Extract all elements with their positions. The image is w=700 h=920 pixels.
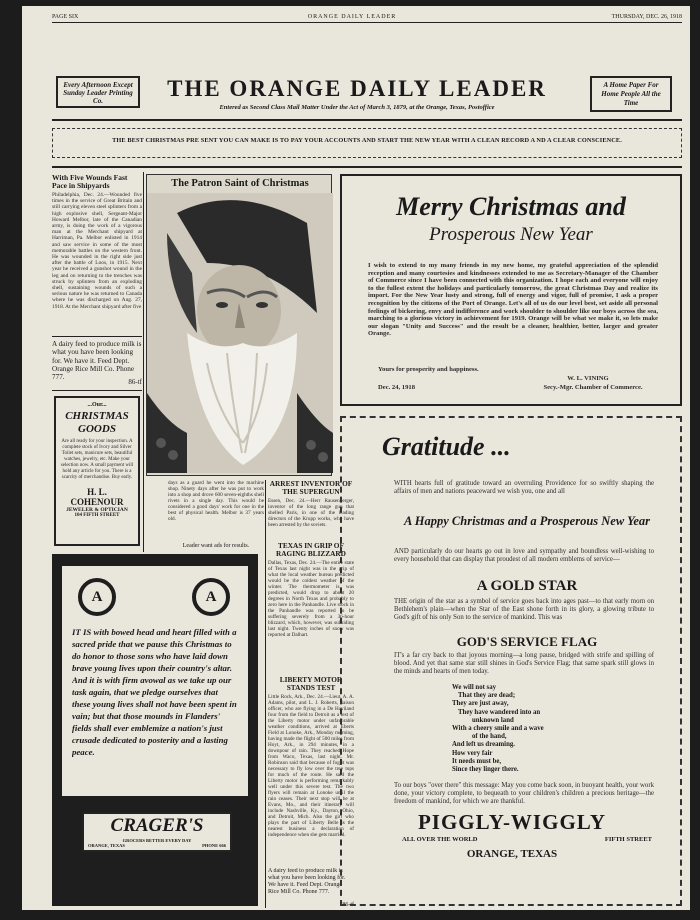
ear-right: A Home Paper For Home People All the Time	[590, 76, 672, 112]
memorial-ad	[52, 554, 258, 906]
merry-subtitle: Prosperous New Year	[429, 224, 593, 245]
merry-christmas-ad: Merry Christmas and Prosperous New Year I wish to extend to my many friends in my new home, my grateful appreciation of the splendid reception and many courtesies and kindnesses extended to me as Secretary-Manager of the Chamber of Commerce since I have been connected with this organization. I hope each and everyone will enjoy to the fullest extent the holidays and particularly tomorrow, the great Christmas Day and realize its import. For the New Year lusty and strong, full of energy and vigor, full of promise, I ask a proper recognition by the citizens of the Port of Orange. Let's all of us do our level best, set aside all personal feelings of bickering, envy and indifference and work shoulder to shoulder like our boys across the sea, marching to a glorious victory in achievement for 1919. Orange will be what we make it, so lets make our slogan "Unity and Success" and the result be a cleaner, healthier, better, larger and greater Orange. Yours for prosperity and happiness. W. L. VINING Dec. 24, 1918 Secy.-Mgr. Chamber of Commerce.	[340, 174, 682, 406]
wreath-icon-right: A	[192, 578, 230, 616]
rice-mill-ad-2: A dairy feed to produce milk is what you have been looking for. We have it. Feed Dept. Orange Rice Mill Co. Phone 777. 86-tf	[268, 868, 354, 908]
christmas-goods-ad: ...Our... CHRISTMAS GOODS Are all ready for your inspection. A complete stock of Ivory and Silver Toilet sets, manicure sets, beautiful watches, jewelry, etc. Make your selection now. A small payment will hold any article for you. There is a scarcity of merchandise. Buy early. H. L. COHENOUR JEWELER & OPTICIAN 104 FIFTH STREET	[54, 396, 140, 546]
cragers-ad: CRAGER'S GROCERS BETTER EVERY DAY ORANGE, TEXAS PHONE 666	[82, 812, 232, 852]
shipyard-story	[52, 174, 142, 334]
merry-title: Merry Christmas and	[396, 192, 626, 221]
folio-right: THURSDAY, DEC. 26, 1918	[611, 14, 682, 20]
newspaper-title: THE ORANGE DAILY LEADER	[167, 76, 547, 101]
patron-saint-illustration	[146, 174, 332, 476]
happy-christmas-heading: A Happy Christmas and a Prosperous New Year	[404, 514, 650, 528]
folio-center: ORANGE DAILY LEADER	[307, 14, 397, 20]
banner-box	[52, 128, 682, 158]
christmas-goods-title: CHRISTMAS GOODS	[65, 410, 129, 435]
memorial-text: IT IS with bowed head and heart filled with a sacred pride that we pause this Christmas to do honor to those sons who have laid down brave young lives upon their country's altar. And it is with firm avowal as we take up our task again, that we pledge ourselves that these young lives shall not have been spent in vain; but that those mounds in Flanders' fields shall ever emblemize a nation's just crusade dedicated to posterity and a lasting peace.	[72, 627, 237, 757]
shipyard-body: Philadelphia, Dec. 24.—Wounded five times in the service of Great Britain and still carrying eleven steel splinters from a high explosive shell, Sergeant-Major Howard Melbor, late of the Canadian army, is doing the work of a vigorous man at the Merchant shipyard at Harriman, Pa. Melbor enlisted in 1914 and saw service in some of the most memorable battles on the western front. He was wounded in the right side just after the battle of Loos, in 1915. Next year he received a gunshot wound in the leg and on returning to the trenches was struck by splinters from an exploding shell, sustaining wounds of such a serious nature he was returned to Canada where he was discharged on Aug. 27, 1918. At the Merchant shipyard after five	[52, 192, 142, 310]
rice-mill-ad: A dairy feed to produce milk is what you have been looking for. We have it. Feed Dept. Orange Rice Mill Co. Phone 777. 86-tf	[52, 340, 142, 386]
newspaper-subtitle: Entered as Second Class Mail Matter Under the Act of March 3, 1879, at the Orange, Texas, Postoffice	[219, 104, 495, 111]
blizzard-story: TEXAS IN GRIP OF RAGING BLIZZARD Dallas, Texas, Dec. 24.—The entire state of Texas last night was in the grip of what the local weather bureau predicted would be the coldest weather of the winter. The thermometer is was predicted, would drop to about 20 degrees in North Texas and probably to zero here in the Panhandle. Live stock in the Panhandle was reported to be suffering severely from a 36-hour blizzard, which, however, was subsiding last night. Twenty inches of snow was reported at Dalhart.	[268, 542, 354, 638]
shipyard-continued: days as a guard he went into the machine shop. Ninety days after he was put to work into a shop and drove 600 seven-eighths shell rivets in a single day. This would be considered a good days' work for one in the best of physical health. Melbor is 37 years old.	[168, 480, 264, 522]
gratitude-title: Gratitude ...	[382, 432, 511, 461]
piggly-wiggly-logo: PIGGLY-WIGGLY	[417, 810, 607, 834]
santa-portrait	[147, 193, 333, 473]
folio-left: PAGE SIX	[52, 14, 79, 20]
ear-left: Every Afternoon Except Sunday Leader Printing Co.	[56, 76, 140, 108]
shipyard-headline: With Five Wounds Fast Pace in Shipyards	[52, 174, 128, 190]
wreath-icon-left: A	[78, 578, 116, 616]
merry-signer: W. L. VINING	[567, 375, 609, 382]
arrest-story: ARREST INVENTOR OF THE SUPERGUN Essen, Dec. 24.—Herr Rausenberger, inventor of the long range gun that shelled Paris, in one of the leading directors of the Krupp works, who have been arrested by the soviets.	[268, 480, 354, 528]
cragers-name: CRAGER'S	[110, 815, 204, 836]
banner-text: THE BEST CHRISTMAS PRE SENT YOU CAN MAKE IS TO PAY YOUR ACCOUNTS AND START THE NEW YEAR WITH A CLEAN RECORD A ND A CLEAR CONSCIENCE.	[112, 137, 622, 144]
newspaper-page	[22, 6, 690, 910]
patron-title: The Patron Saint of Christmas	[171, 178, 309, 189]
piggly-wiggly-city: ORANGE, TEXAS	[466, 848, 558, 860]
service-flag-heading: GOD'S SERVICE FLAG	[456, 634, 598, 649]
leader-want-ads: Leader want ads for results.	[182, 543, 250, 549]
poem: We will not say That they are dead; They are just away, They have wandered into an unknown land With a cheery smile and a wave of the hand, And left us dreaming. How very fair It needs must be, Since they linger there.	[452, 684, 544, 774]
liberty-motor-story: LIBERTY MOTOR STANDS TEST Little Rock, Ark., Dec. 24.—Lieut. A. A. Adams, pilot, and L. J. Roberts, liaison officer, who are flying in a De Haviland four from the field to Detroit as a test of the Liberty motor under unfavorable weather conditions, arrived at Eberts Field at Lonoke, Ark., Monday morning, having made the flight of 500 miles from Hoyt, Ark., in 294 minutes, in a downpour of rain. They reached Hope from Waco, Texas, last night. Mr. Robinson said that because of fog it was necessary to fly low over the tree tops for much of the route. He said the Liberty motor is performing remarkably well under this severe test. The two flyers will remain at Lonoke until the rain ceases. Their next stop will be at Evans, Mo., and their itinerary will include Nashville, Ky., Dayton, Ohio, and Detroit, Mich. Also the girl who plays the part of Liberty Belle is the nearest business a declaration of independence when she gets married.	[268, 676, 354, 838]
gold-star-heading: A GOLD STAR	[476, 578, 578, 594]
gratitude-ad: Gratitude ... WITH hearts full of gratitude toward an overruling Providence for so swiftly shaping the affairs of men and nations peaceward we wish you, one and all A Happy Christmas and a Prosperous New Year AND particularly do our hearts go out in love and sympathy and boundless well-wishing to every household that can display that proudest of all modern emblems of service— A GOLD STAR THE origin of the star as a symbol of service goes back into ages past—to that early morn on Bethlehem's plain—when the Star of the East shone forth in its glory, a glowing tribute to God's gift of his only Son to the service of mankind. This was GOD'S SERVICE FLAG IT's a far cry back to that joyous morning—a long pause, bridged with strife and spilling of blood. And yet that same star still shines in God's Service Flag; that same spark still glows in the minds and hearts of men today. We will not say That they are dead; They are just away, They have wandered into an unknown land With a cheery smile and a wave of the hand, And left us dreaming. How very fair It needs must be, Since they linger there. To our boys "over there" this message: May you come back soon, in buoyant health, your work done, your victory complete, to bequeath to your children's children a precious heritage—the freedom of mankind, for which we are thankful. PIGGLY-WIGGLY ALL OVER THE WORLD FIFTH STREET ORANGE, TEXAS	[340, 416, 682, 906]
merry-body: I wish to extend to my many friends in my new home, my grateful appreciation of the splendid reception and many courtesies and kindnesses extended to me as Secretary-Manager of the Chamber of Commerce since I have been connected with this organization. I hope each and everyone will enjoy to the fullest extent the holidays and particularly tomorrow, the great Christmas Day and realize its import. For the New Year lusty and strong, full of energy and vigor, full of promise, I ask a proper recognition by the citizens of the Port of Orange. Let's all of us do our level best, set aside all personal feelings of bickering, envy and indifference and work shoulder to shoulder like our boys across the sea, marching to a glorious victory in achievement for 1919. Orange will be what we make it, so lets make our slogan "Unity and Success" and the result be a cleaner, healthier, better, larger and greater Orange.	[368, 262, 658, 338]
cohenour-name: H. L. COHENOUR	[70, 487, 124, 507]
